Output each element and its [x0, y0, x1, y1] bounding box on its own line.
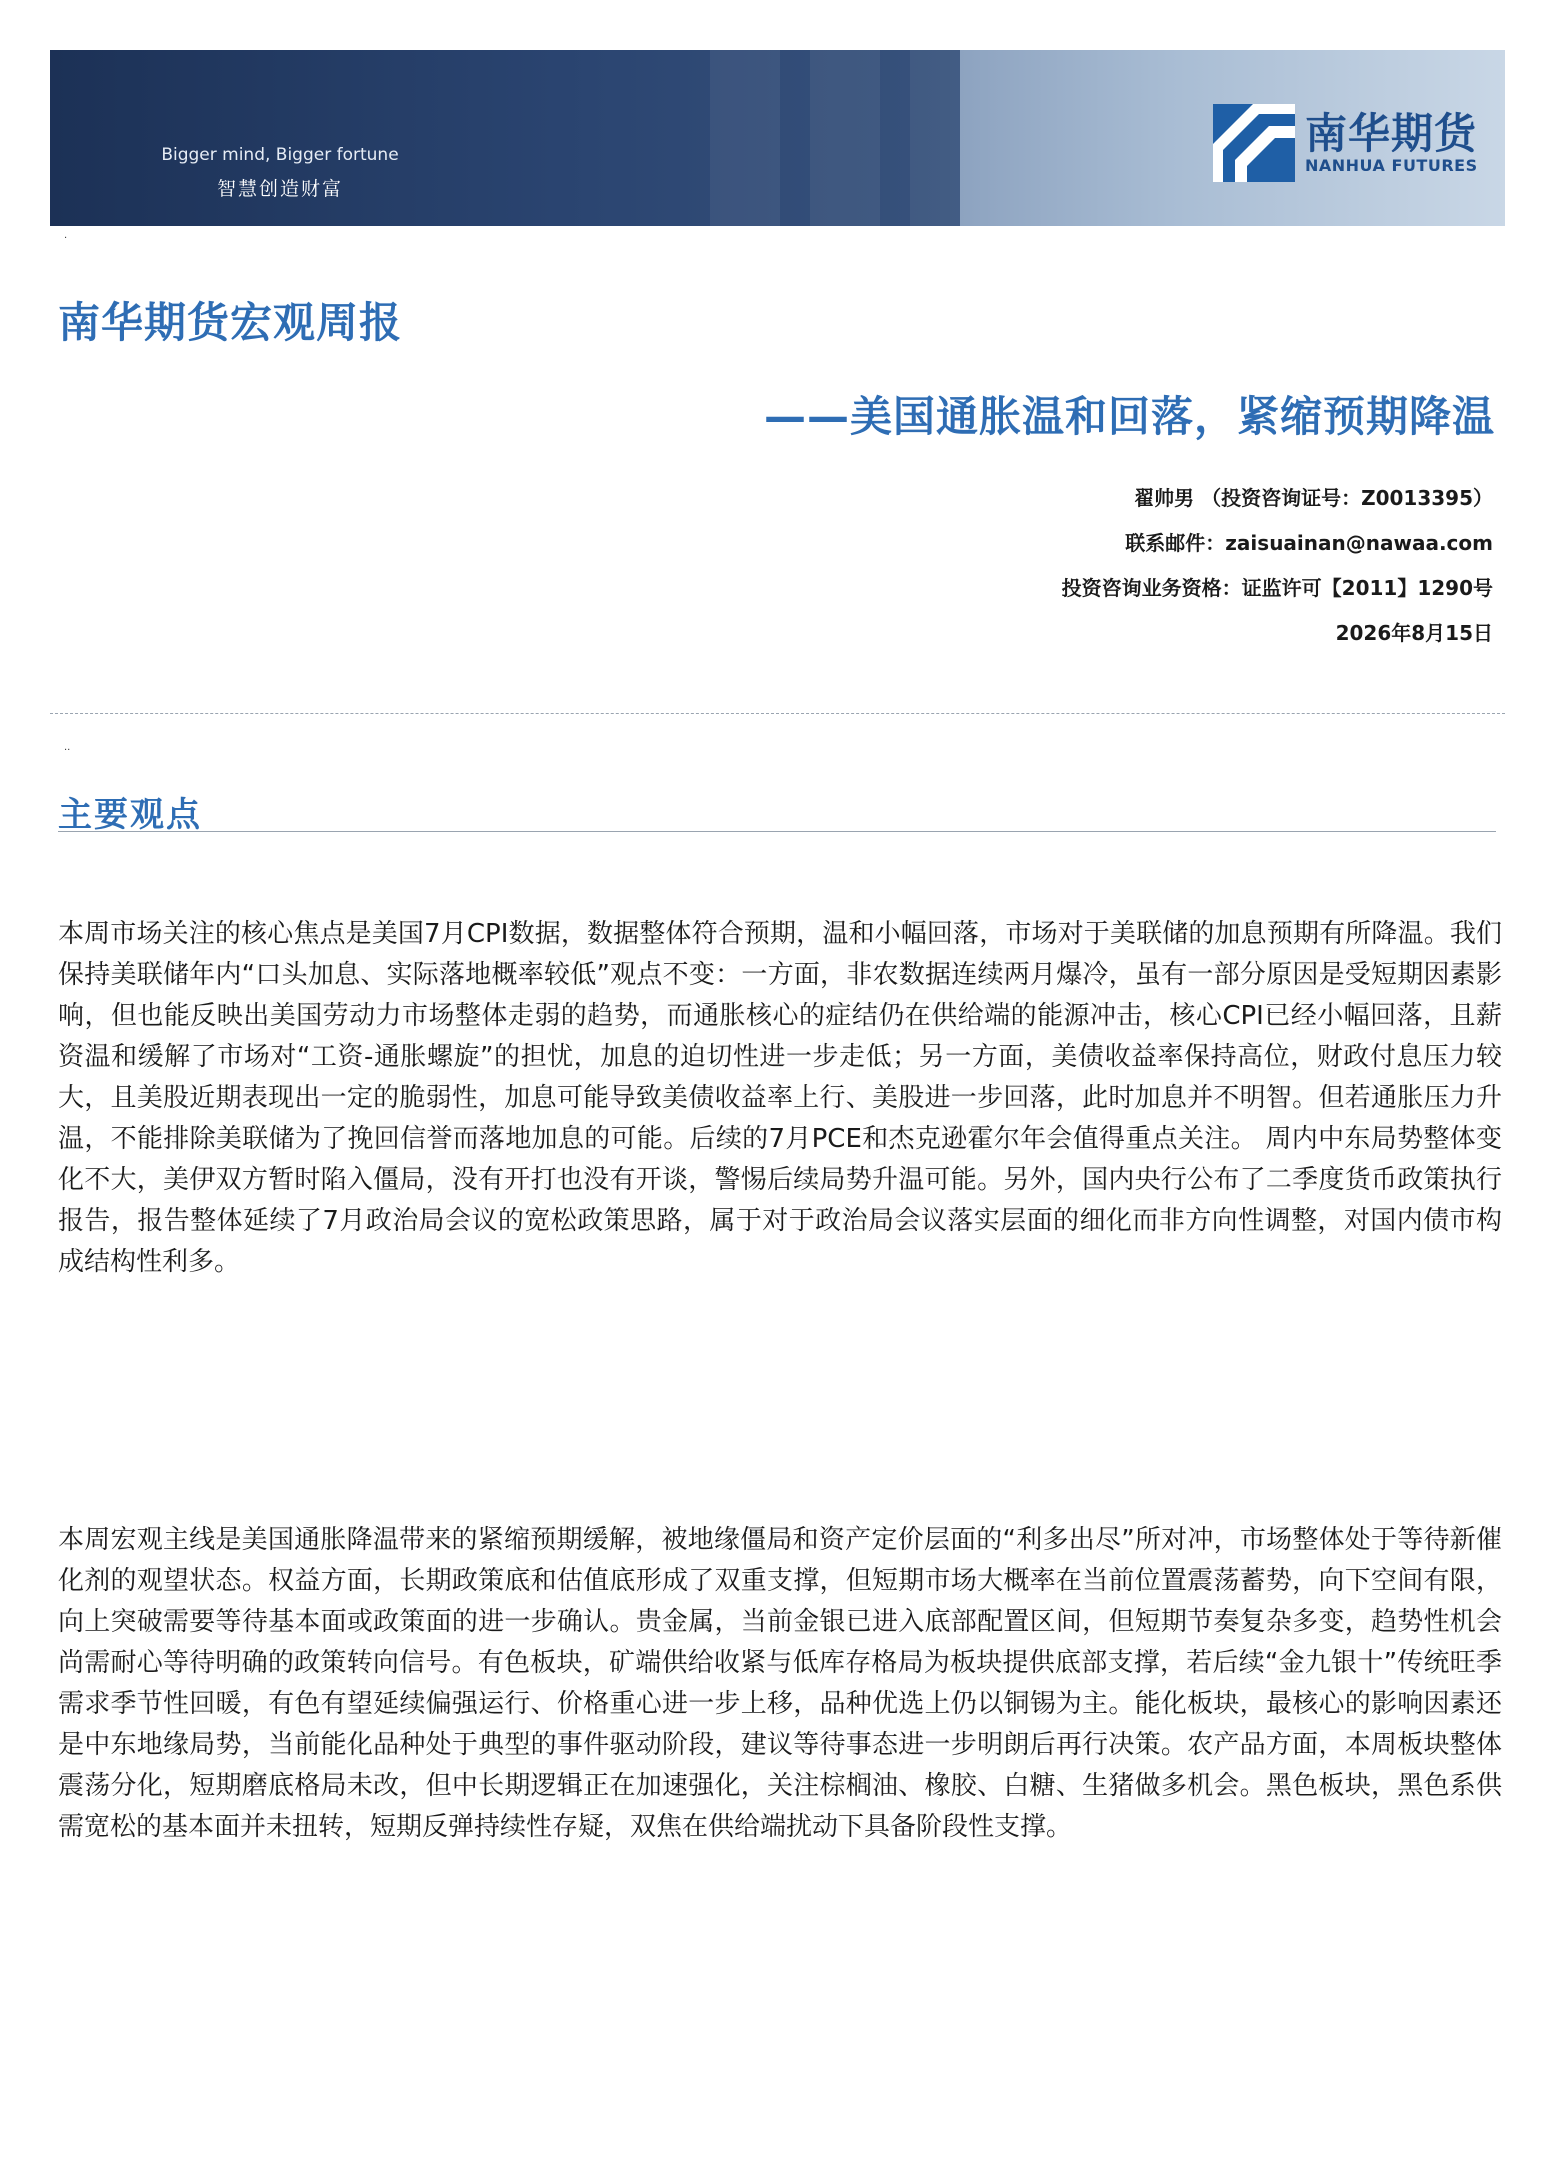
section-underline: [58, 831, 1496, 832]
section-heading: 主要观点: [58, 795, 202, 835]
nanhua-logo: [1213, 104, 1478, 182]
logo-english-name: NANHUA FUTURES: [1305, 156, 1478, 175]
marker-dot: ..: [64, 742, 71, 753]
banner-stripe: [810, 50, 880, 226]
banner-stripe: [710, 50, 780, 226]
nanhua-logo-icon: [1213, 104, 1295, 182]
report-title: 南华期货宏观周报: [58, 298, 403, 347]
report-subtitle: ——美国通胀温和回落，紧缩预期降温: [763, 392, 1495, 441]
report-date: 2026年8月15日: [1335, 621, 1493, 645]
qualification-line: 投资咨询业务资格：证监许可【2011】1290号: [1061, 576, 1493, 600]
body-paragraph: 本周宏观主线是美国通胀降温带来的紧缩预期缓解，被地缘僵局和资产定价层面的“利多出尽”所对冲，市场整体处于等待新催化剂的观望状态。权益方面，长期政策底和估值底形成了双重支撑，但短期市场大概率在当前位置震荡蓄势，向下空间有限，向上突破需要等待基本面或政策面的进一步确认。贵金属，当前金银已进入底部配置区间，但短期节奏复杂多变，趋势性机会尚需耐心等待明确的政策转向信号。有色板块，矿端供给收紧与低库存格局为板块提供底部支撑，若后续“金九银十”传统旺季需求季节性回暖，有色有望延续偏强运行、价格重心进一步上移，品种优选上仍以铜锡为主。能化板块，最核心的影响因素还是中东地缘局势，当前能化品种处于典型的事件驱动阶段，建议等待事态进一步明朗后再行决策。农产品方面，本周板块整体震荡分化，短期磨底格局未改，但中长期逻辑正在加速强化，关注棕榈油、橡胶、白糖、生猪做多机会。黑色板块，黑色系供需宽松的基本面并未扭转，短期反弹持续性存疑，双焦在供给端扰动下具备阶段性支撑。: [58, 1525, 1502, 1842]
email-line: 联系邮件：zaisuainan@nawaa.com: [1125, 531, 1493, 555]
author-line: 翟帅男 （投资咨询证号：Z0013395）: [1134, 486, 1493, 510]
slogan-chinese: 智慧创造财富: [216, 178, 343, 200]
divider: [50, 713, 1505, 714]
slogan-english: Bigger mind, Bigger fortune: [161, 145, 399, 165]
logo-chinese-name: 南华期货: [1305, 109, 1478, 158]
body-paragraph: 本周市场关注的核心焦点是美国7月CPI数据，数据整体符合预期，温和小幅回落，市场对于美联储的加息预期有所降温。我们保持美联储年内“口头加息、实际落地概率较低”观点不变：一方面，非农数据连续两月爆冷，虽有一部分原因是受短期因素影响，但也能反映出美国劳动力市场整体走弱的趋势，而通胀核心的症结仍在供给端的能源冲击，核心CPI已经小幅回落，且薪资温和缓解了市场对“工资-通胀螺旋”的担忧，加息的迫切性进一步走低；另一方面，美债收益率保持高位，财政付息压力较大，且美股近期表现出一定的脆弱性，加息可能导致美债收益率上行、美股进一步回落，此时加息并不明智。但若通胀压力升温，不能排除美联储为了挽回信誉而落地加息的可能。后续的7月PCE和杰克逊霍尔年会值得重点关注。 周内中东局势整体变化不大，美伊双方暂时陷入僵局，没有开打也没有开谈，警惕后续局势升温可能。另外，国内央行公布了二季度货币政策执行报告，报告整体延续了7月政治局会议的宽松政策思路，属于对于政治局会议落实层面的细化而非方向性调整，对国内债市构成结构性利多。: [58, 919, 1502, 1277]
marker-dot: .: [64, 230, 68, 241]
